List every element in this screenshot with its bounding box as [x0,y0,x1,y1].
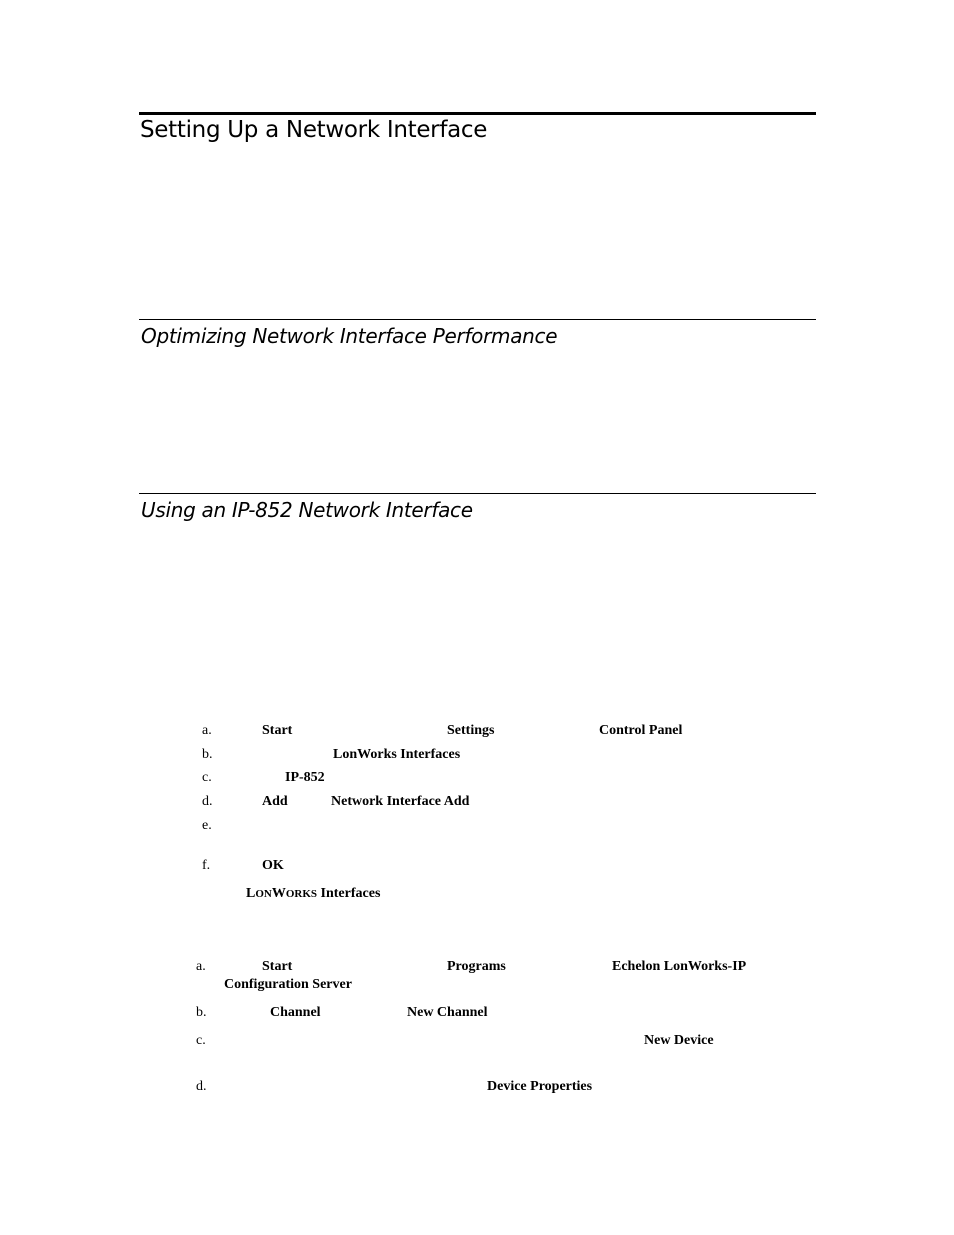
list-letter: c. [196,1033,206,1048]
page-title: Setting Up a Network Interface [140,117,488,143]
section-heading-optimizing: Optimizing Network Interface Performance [141,324,558,348]
list-letter: f. [202,858,211,873]
list-letter: d. [202,794,213,809]
sc-l: L [246,886,256,901]
list-letter: d. [196,1079,207,1094]
list-letter: a. [196,959,206,974]
sc-rest: Interfaces [320,886,381,901]
list-letter: e. [202,818,212,833]
heading-rule-main [139,112,816,115]
term-echelon-lonworks-ip: Echelon LonWorks-IP [612,959,747,974]
term-channel: Channel [270,1005,321,1020]
term-lonworks-interfaces: LonWorks Interfaces [333,747,461,762]
heading-rule-optimizing [139,319,816,320]
term-ok: OK [262,858,284,873]
section-heading-ip852: Using an IP-852 Network Interface [141,498,473,522]
list-letter: a. [202,723,212,738]
sc-orks: ORKS [285,888,318,900]
term-programs: Programs [447,959,506,974]
term-start: Start [262,723,293,738]
sc-w: W [271,886,286,901]
term-settings: Settings [447,723,495,738]
list-letter: b. [196,1005,207,1020]
term-new-device: New Device [644,1033,714,1048]
term-control-panel: Control Panel [599,723,683,738]
list-letter: c. [202,770,212,785]
term-configuration-server: Configuration Server [224,977,352,992]
sc-on: ON [255,888,272,900]
term-new-channel: New Channel [407,1005,488,1020]
term-add: Add [262,794,288,809]
term-ip-852: IP-852 [285,770,325,785]
list-letter: b. [202,747,213,762]
term-network-interface-add: Network Interface Add [331,794,470,809]
term-device-properties: Device Properties [487,1079,593,1094]
heading-rule-ip852 [139,493,816,494]
term-start: Start [262,959,293,974]
term-lonworks-interfaces-smallcaps [246,885,380,903]
